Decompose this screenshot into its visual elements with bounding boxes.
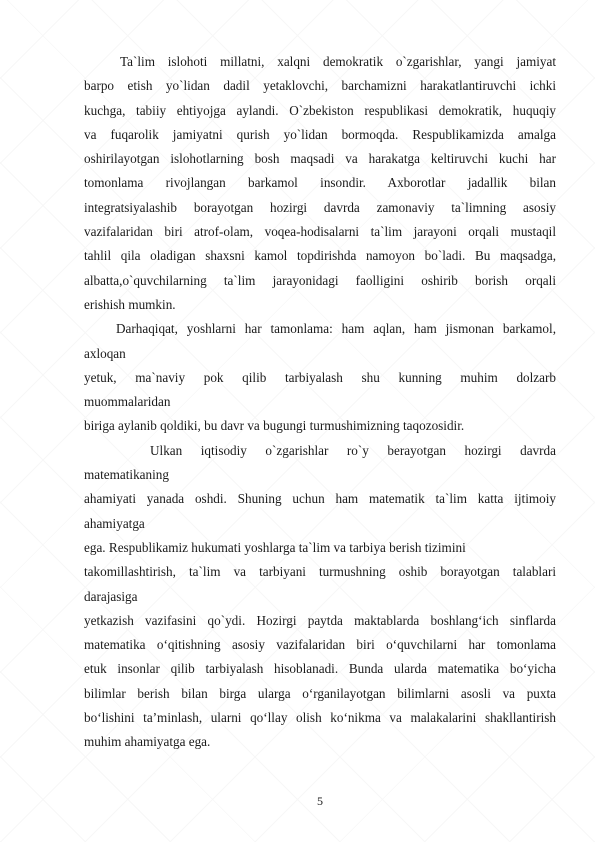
text-line: Ta`lim islohoti millatni, xalqni demokratik o`zgarishlar, yangi jamiyat: [120, 54, 556, 69]
document-body: [84, 50, 556, 755]
text-line: etuk insonlar qilib tarbiyalash hisoblanadi. Bunda ularda matematika bo‘yicha: [84, 661, 556, 677]
text-line: tahlil qila oladigan shaxsni kamol topdirishda namoyon bo`ladi. Bu maqsadga,: [84, 248, 556, 264]
text-line: muommalaridan: [84, 394, 171, 410]
text-line: yetkazish vazifasini qo`ydi. Hozirgi paytda maktablarda boshlang‘ich sinflarda: [84, 612, 556, 628]
text-line: Darhaqiqat, yoshlarni har tamonlama: ham aqlan, ham jismonan barkamol,: [116, 321, 556, 337]
text-line: vazifalaridan biri atrof-olam, voqea-hodisalarni ta`lim jarayoni orqali mustaqil: [84, 224, 556, 240]
text-line: oshirilayotgan islohotlarning bosh maqsadi va harakatga keltiruvchi kuchi har: [84, 151, 556, 167]
text-line: integratsiyalashib borayotgan hozirgi davrda zamonaviy ta`limning asosiy: [84, 199, 556, 215]
text-line: darajasiga: [84, 588, 138, 604]
text-line: matematika o‘qitishning asosiy vazifalaridan biri o‘quvchilarni har tomonlama: [84, 637, 556, 653]
text-line: Ulkan iqtisodiy o`zgarishlar ro`y berayotgan hozirgi davrda: [150, 442, 556, 458]
text-line: yetuk, ma`naviy pok qilib tarbiyalash shu kunning muhim dolzarb: [84, 369, 556, 385]
text-line: albatta,o`quvchilarning ta`lim jarayonidagi faolligini oshirib borish orqali: [84, 272, 556, 288]
text-line: erishish mumkin.: [84, 296, 176, 312]
page-number: 5: [317, 794, 323, 808]
text-line: barpo etish yo`lidan dadil yetaklovchi, barchamizni harakatlantiruvchi ichki: [84, 78, 556, 94]
text-line: ahamiyatga: [84, 515, 145, 531]
text-line: va fuqarolik jamiyatni qurish yo`lidan bormoqda. Respublikamizda amalga: [84, 126, 556, 142]
text-line: matematikaning: [84, 467, 169, 483]
text-line: muhim ahamiyatga ega.: [84, 734, 211, 750]
text-line: axloqan: [84, 345, 126, 361]
text-line: bo‘lishini ta’minlash, ularni qo‘llay olish ko‘nikma va malakalarini shakllantirish: [84, 710, 556, 726]
text-line: biriga aylanib qoldiki, bu davr va bugungi turmushimizning taqozosidir.: [84, 418, 465, 434]
text-line: ahamiyati yanada oshdi. Shuning uchun ham matematik ta`lim katta ijtimoiy: [84, 491, 556, 507]
text-line: takomillashtirish, ta`lim va tarbiyani turmushning oshib borayotgan talablari: [84, 564, 556, 580]
text-line: ega. Respublikamiz hukumati yoshlarga ta`lim va tarbiya berish tizimini: [84, 539, 466, 555]
text-line: tomonlama rivojlangan barkamol insondir. Axborotlar jadallik bilan: [84, 175, 556, 191]
text-line: bilimlar berish bilan birga ularga o‘rganilayotgan bilimlarni asosli va puxta: [84, 685, 556, 701]
text-line: kuchga, tabiiy ehtiyojga aylandi. O`zbekiston respublikasi demokratik, huquqiy: [84, 102, 556, 118]
